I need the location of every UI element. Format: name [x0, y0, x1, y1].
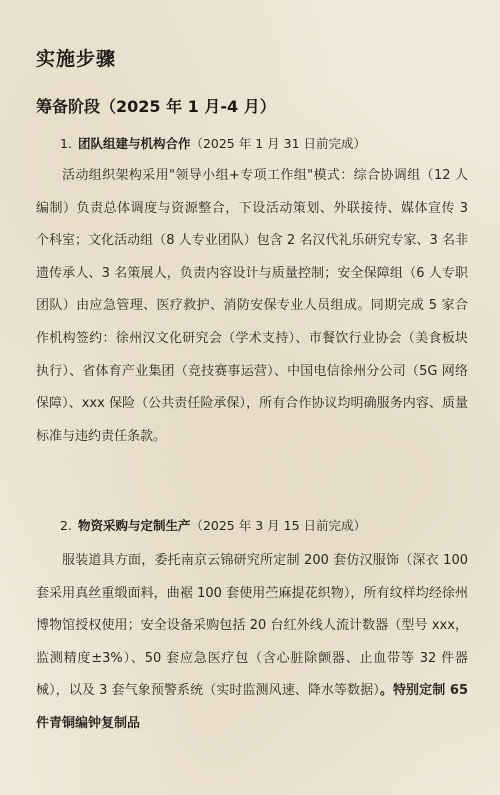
- item-1-number: 1.: [60, 136, 72, 151]
- item-1-deadline: （2025 年 1 月 31 日前完成）: [190, 136, 366, 151]
- item-1-heading: [60, 134, 366, 152]
- item-2-deadline: （2025 年 3 月 15 日前完成）: [190, 518, 366, 533]
- item-1-body: 活动组织架构采用"领导小组+专项工作组"模式：综合协调组（12 人编制）负责总体调度与资源整合，下设活动策划、外联接待、媒体宣传 3 个科室；文化活动组（8 人专业团队）包含 2 名汉代礼乐研究专家、3 名非遗传承人、3 名策展人，负责内容设计与质量控制；安全保障组（6 人专职团队）由应急管理、医疗救护、消防安保专业人员组成。同期完成 5 家合作机构签约：徐州汉文化研究会（学术支持）、市餐饮行业协会（美食板块执行）、省体育产业集团（竞技赛事运营）、中国电信徐州分公司（5G 网络保障）、xxx 保险（公共责任险承保），所有合作协议均明确服务内容、质量标准与违约责任条款。: [36, 168, 468, 444]
- item-2-body-emphasis: 。特别定制 65 件青铜编钟复制品: [36, 683, 468, 731]
- item-1-title: 团队组建与机构合作: [77, 136, 191, 151]
- item-2-number: 2.: [60, 518, 72, 533]
- section-title: 实施步骤: [36, 48, 117, 70]
- phase-heading: 筹备阶段（2025 年 1 月-4 月）: [36, 97, 276, 116]
- item-2-heading: [60, 516, 366, 534]
- item-2-body-text: 服装道具方面，委托南京云锦研究所定制 200 套仿汉服饰（深衣 100 套采用真丝重缎面料，曲裾 100 套使用苎麻提花织物），所有纹样均经徐州博物馆授权使用；安全设备采购包括 20 台红外线人流计数器（型号 xxx，监测精度±3%）、50 套应急医疗包（含心脏除颤器、止血带等 32 件器械），以及 3 套气象预警系统（实时监测风速、降水等数据）: [36, 553, 468, 699]
- item-2-body: [36, 545, 468, 741]
- item-2-title: 物资采购与定制生产: [77, 518, 191, 533]
